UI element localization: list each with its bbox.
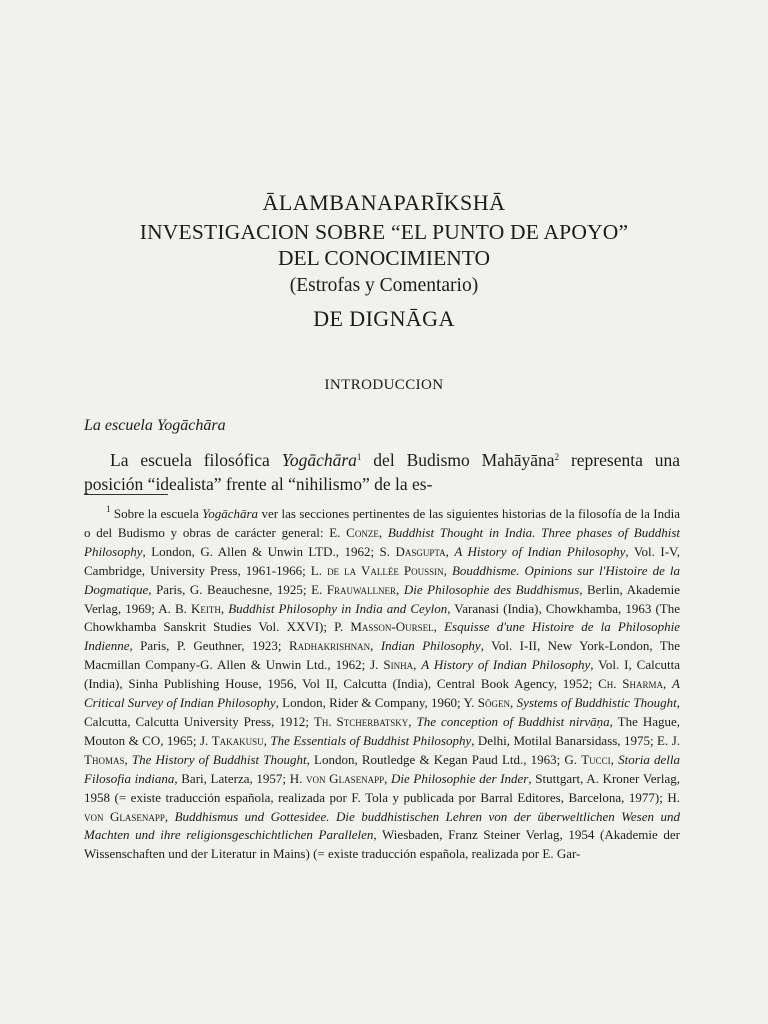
footnote-text: , Bari, Laterza, 1957; H. (174, 770, 307, 786)
footnote-text: , (445, 543, 455, 559)
footnote-work: Storia della Filosofia indiana (84, 751, 681, 786)
footnote-author: Masson-Oursel (350, 619, 434, 635)
footnote-work: Esquisse d'une Histoire de la Philosophie Indienne (84, 619, 681, 654)
footnote-work: Indian Philosophy (380, 638, 481, 654)
body-paragraph (84, 445, 680, 496)
footnote-author: Keith (190, 600, 221, 616)
footnote-author: von Glasenapp (84, 808, 165, 824)
subheading: La escuela Yogāchāra (84, 417, 226, 434)
footnote-marker[interactable]: 2 (554, 452, 560, 462)
footnote-text: , Wiesbaden, Franz Steiner Verlag, 1954 (Akademie der Wissenschaften und der Literatur in Mains) (= existe traducción española, realizada por E. Gar- (84, 827, 680, 862)
footnote-work: Systems of Buddhistic Thought (516, 695, 677, 711)
footnote-text: , Vol. I-II, New York-London, The Macmillan Company-G. Allen & Unwin Ltd., 1962; J. (84, 638, 681, 673)
footnote-text: , The Hague, Mouton & CO, 1965; J. (84, 713, 681, 748)
footnote-text: , Delhi, Motilal Banarsidass, 1975; E. J. (471, 732, 680, 748)
footnote-text: , (263, 732, 271, 748)
footnote-author: Tucci (581, 751, 611, 767)
footnote-work: A History of Indian Philosophy (454, 543, 626, 559)
paragraph-text: La escuela filosófica (110, 450, 282, 470)
footnote-work: The conception of Buddhist nirvāṇa (416, 713, 610, 729)
footnote-text: , (413, 657, 422, 673)
footnote-author: Frauwallner (326, 581, 397, 597)
title-subtitle: (Estrofas y Comentario) (289, 275, 479, 296)
footnote-text: Sobre la escuela (110, 506, 203, 521)
footnote-author: Th. Stcherbatsky (313, 713, 409, 729)
footnote-work: The Essentials of Buddhist Philosophy (270, 732, 472, 748)
paragraph-italic: Yogāchāra (281, 450, 357, 470)
footnote-work: The History of Buddhist Thought (131, 751, 307, 767)
footnote-work: Die Philosophie des Buddhismus (403, 581, 580, 597)
footnote-text: , London, Routledge & Kegan Paud Ltd., 1963; G. (306, 751, 582, 767)
footnote-text: , (443, 562, 452, 578)
footnote-work: Die Philosophie der Inder (391, 770, 529, 786)
footnote-author: Radhakrishnan (288, 638, 371, 654)
footnote-text: , Berlin, Akademie Verlag, 1969; A. B. (84, 581, 680, 616)
paragraph-text: representa una posición “idealista” frente al “nihilismo” de la es- (84, 450, 681, 494)
footnote-text: , Varanasi (India), Chowkhamba, 1963 (The Chowkhamba Sanskrit Studies Vol. XXVI); P. (84, 600, 681, 635)
footnote-author: de la Vallée Poussin (327, 562, 444, 578)
footnote-text: , London, G. Allen & Unwin LTD., 1962; S. (142, 543, 396, 559)
footnote-number: 1 (106, 504, 111, 514)
footnote (84, 500, 680, 864)
title-spanish-cont: DEL CONOCIMIENTO (278, 246, 490, 270)
footnote-divider (84, 494, 168, 495)
footnote-text: , Vol. I-V, Cambridge, University Press, 1961-1966; L. (84, 543, 680, 578)
footnote-text: , Stuttgart, A. Kroner Verlag, 1958 (= existe traducción española, realizada por F. Tola y publicada por Barral Editores, Barcelona, 1977); H. (84, 770, 680, 805)
footnote-text: , Paris, P. Geuthner, 1923; (129, 638, 289, 654)
footnote-text: , London, Rider & Company, 1960; Y. (275, 695, 478, 711)
footnote-text: , Vol. I, Calcutta (India), Sinha Publishing House, 1956, Vol II, Calcutta (India), Central Book Agency, 1952; (84, 657, 680, 692)
footnote-text: , (370, 638, 381, 654)
footnote-text: , Calcutta, Calcutta University Press, 1912; (84, 695, 680, 729)
paragraph-text: del Budismo Mahāyāna (361, 450, 555, 470)
footnote-author: Takakusu (211, 732, 264, 748)
footnote-author: von Glasenapp (306, 770, 385, 786)
footnote-work: Buddhist Philosophy in India and Ceylon (228, 600, 448, 616)
footnote-text: , (396, 581, 404, 597)
footnote-text: , (124, 751, 132, 767)
footnote-work: Buddhismus und Gottesidee. Die buddhistischen Lehren von der überweltlichen Wesen und Machten und ihre religionsgeschichtlichen Parallelen (84, 808, 680, 843)
footnote-author: Sinha (383, 657, 414, 673)
title-block (0, 188, 768, 336)
section-heading: INTRODUCCION (324, 377, 444, 393)
footnote-work: Bouddhisme. Opinions sur l'Histoire de la Dogmatique (84, 562, 681, 597)
footnote-text: , (384, 770, 391, 786)
footnote-text: , (408, 713, 417, 729)
footnote-text: , (610, 751, 619, 767)
footnote-text: , (378, 524, 388, 540)
footnote-author: Thomas (84, 751, 125, 767)
footnote-marker[interactable]: 1 (356, 452, 362, 462)
footnote-text: , (510, 695, 517, 711)
footnote-author: Dasgupta (395, 543, 446, 559)
footnote-text: ver las secciones pertinentes de las siguientes historias de la filosofía de la India o del Budismo y obras de carácter general: E. (84, 506, 680, 540)
title-spanish: INVESTIGACION SOBRE “EL PUNTO DE APOYO” (139, 220, 629, 244)
footnote-work: A Critical Survey of Indian Philosophy (84, 676, 680, 711)
footnote-author: Sōgen (477, 695, 511, 711)
footnote-text: , (220, 600, 229, 616)
footnote-text: , (433, 619, 445, 635)
footnote-term: Yogāchāra (202, 506, 259, 521)
title-sanskrit: ĀLAMBANAPARĪKSHĀ (262, 190, 506, 215)
footnote-work: A History of Indian Philosophy (421, 657, 591, 673)
footnote-author: Ch. Sharma (598, 676, 664, 692)
footnote-text: , (663, 676, 673, 692)
title-author: DE DIGNĀGA (313, 306, 455, 331)
footnote-text: , (164, 808, 175, 824)
footnote-work: Buddhist Thought in India. Three phases of Buddhist Philosophy (84, 524, 680, 559)
footnote-author: Conze (346, 524, 379, 540)
footnote-text: , Paris, G. Beauchesne, 1925; E. (148, 581, 327, 597)
